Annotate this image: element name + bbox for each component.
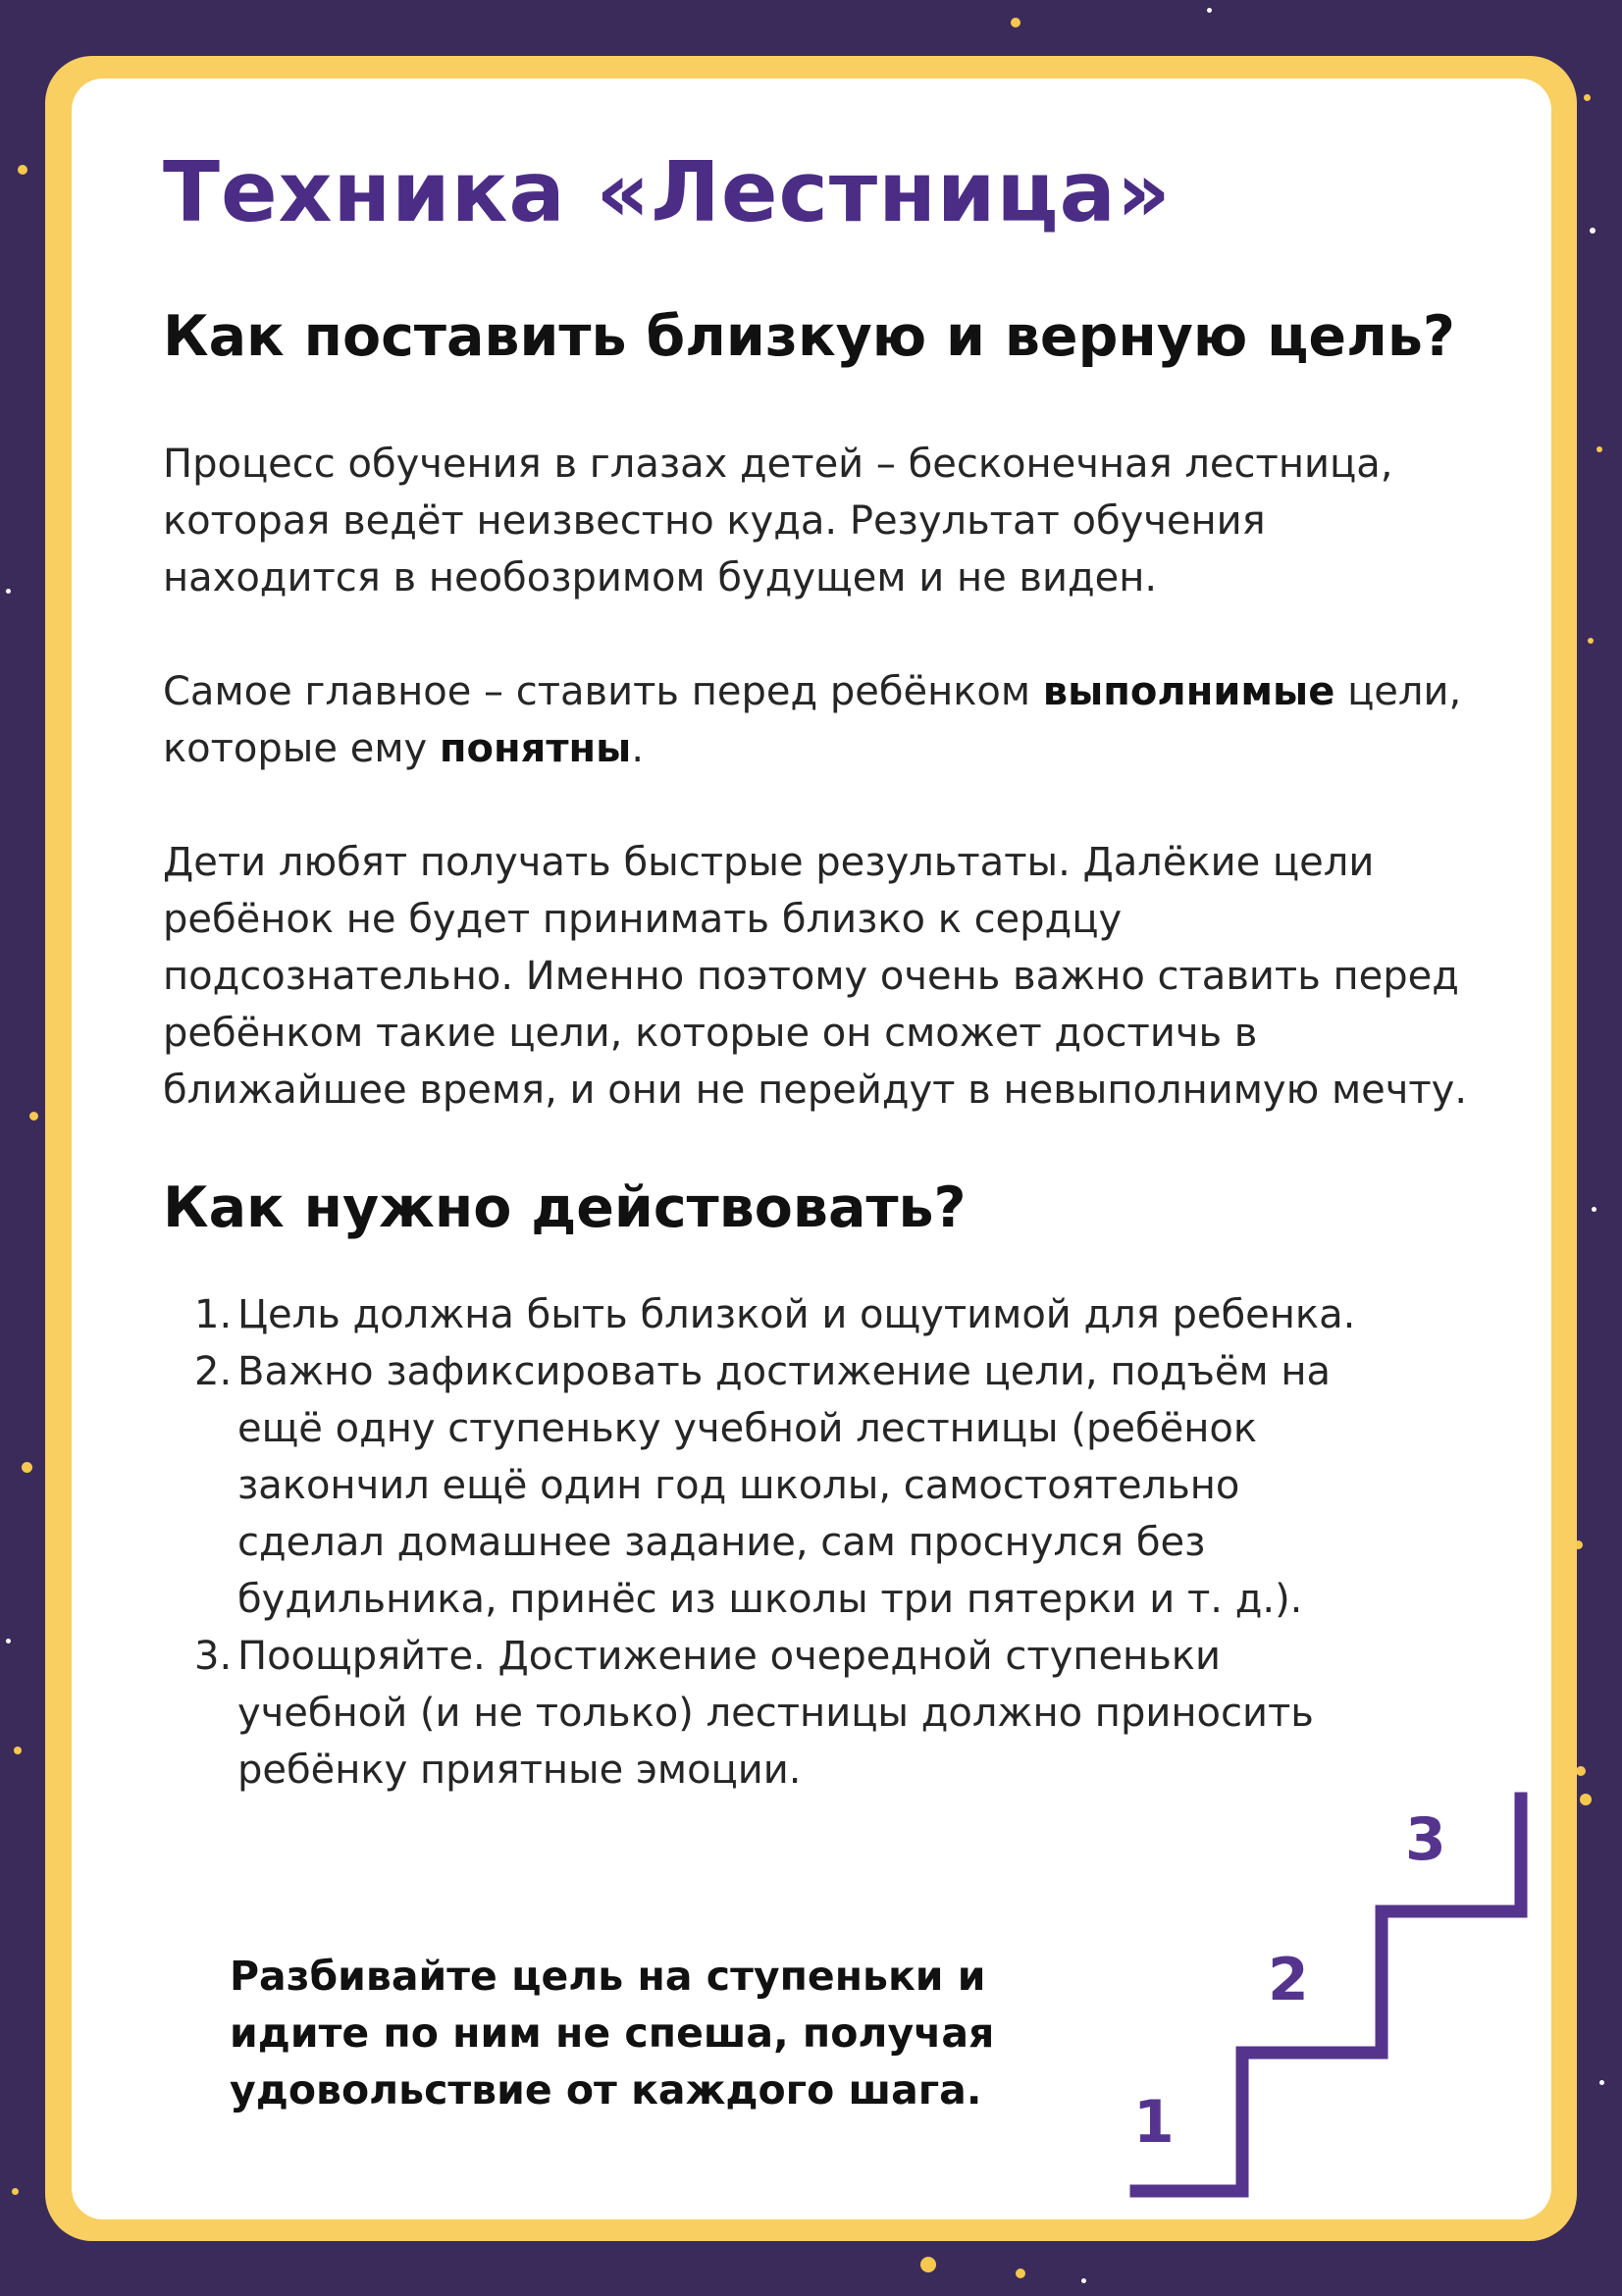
star-decoration <box>1584 94 1591 101</box>
star-decoration <box>29 1112 38 1121</box>
stairs-line <box>1136 1799 1521 2191</box>
list-item-text: Поощряйте. Достижение очередной ступеньки учебной (и не только) лестницы должно приносить ребёнку приятные эмоции. <box>237 1633 1314 1793</box>
star-decoration <box>1011 18 1020 27</box>
main-content <box>163 144 1468 1799</box>
star-decoration <box>14 1747 22 1754</box>
star-decoration <box>1016 2269 1025 2278</box>
star-decoration <box>1590 228 1596 234</box>
star-decoration <box>1580 1794 1592 1805</box>
list-item <box>194 1628 1391 1799</box>
star-decoration <box>1081 2278 1086 2283</box>
star-decoration <box>1576 1766 1586 1776</box>
list-item-text: Цель должна быть близкой и ощутимой для ребенка. <box>237 1291 1356 1337</box>
step-label-2: 2 <box>1268 1946 1309 2014</box>
paragraph-main-point <box>163 663 1468 777</box>
star-decoration <box>1596 446 1602 452</box>
star-decoration <box>12 2188 19 2195</box>
step-label-1: 1 <box>1133 2088 1175 2157</box>
page-title: Техника «Лестница» <box>163 144 1172 241</box>
star-decoration <box>1207 8 1212 13</box>
section-heading-action: Как нужно действовать? <box>163 1175 967 1241</box>
text-fragment: . <box>631 726 645 772</box>
star-decoration <box>1599 2080 1604 2085</box>
stairs-illustration <box>1119 1786 1550 2208</box>
star-decoration <box>920 2257 936 2272</box>
tip-callout: Разбивайте цель на ступеньки и идите по ним не спеша, получая удовольствие от каждого шага. <box>230 1953 995 2113</box>
section-heading-goal: Как поставить близкую и верную цель? <box>163 303 1455 369</box>
text-fragment: Самое главное – ставить перед ребёнком <box>163 669 1043 715</box>
list-item <box>194 1286 1391 1343</box>
steps-list <box>194 1286 1391 1799</box>
star-decoration <box>6 1639 11 1644</box>
star-decoration <box>1588 638 1594 644</box>
text-fragment: цели, которые ему <box>163 669 1462 772</box>
list-item-text: Важно зафиксировать достижение цели, подъём на ещё одну ступеньку учебной лестницы (ребёнок закончил ещё один год школы, самостоятельно сделал домашнее задание, сам проснулся без будильника, принёс из школы три пятерки и т. д.). <box>237 1348 1332 1622</box>
list-number: 1. <box>194 1291 233 1337</box>
bold-understandable: понятны <box>439 726 632 772</box>
step-label-3: 3 <box>1405 1805 1446 1874</box>
paragraph-learning-process: Процесс обучения в глазах детей – бесконечная лестница, которая ведёт неизвестно куда. Результат обучения находится в необозримом будущем и не виден. <box>163 442 1393 601</box>
star-decoration <box>6 589 11 594</box>
star-decoration <box>18 165 27 175</box>
list-item <box>194 1343 1391 1628</box>
list-number: 3. <box>194 1633 233 1679</box>
star-decoration <box>22 1462 32 1473</box>
star-decoration <box>1592 1207 1596 1212</box>
bold-feasible: выполнимые <box>1042 669 1335 715</box>
list-number: 2. <box>194 1348 233 1394</box>
paragraph-fast-results: Дети любят получать быстрые результаты. Далёкие цели ребёнок не будет принимать близко к сердцу подсознательно. Именно поэтому очень важно ставить перед ребёнком такие цели, которые он сможет достичь в ближайшее время, и они не перейдут в невыполнимую мечту. <box>163 840 1468 1114</box>
